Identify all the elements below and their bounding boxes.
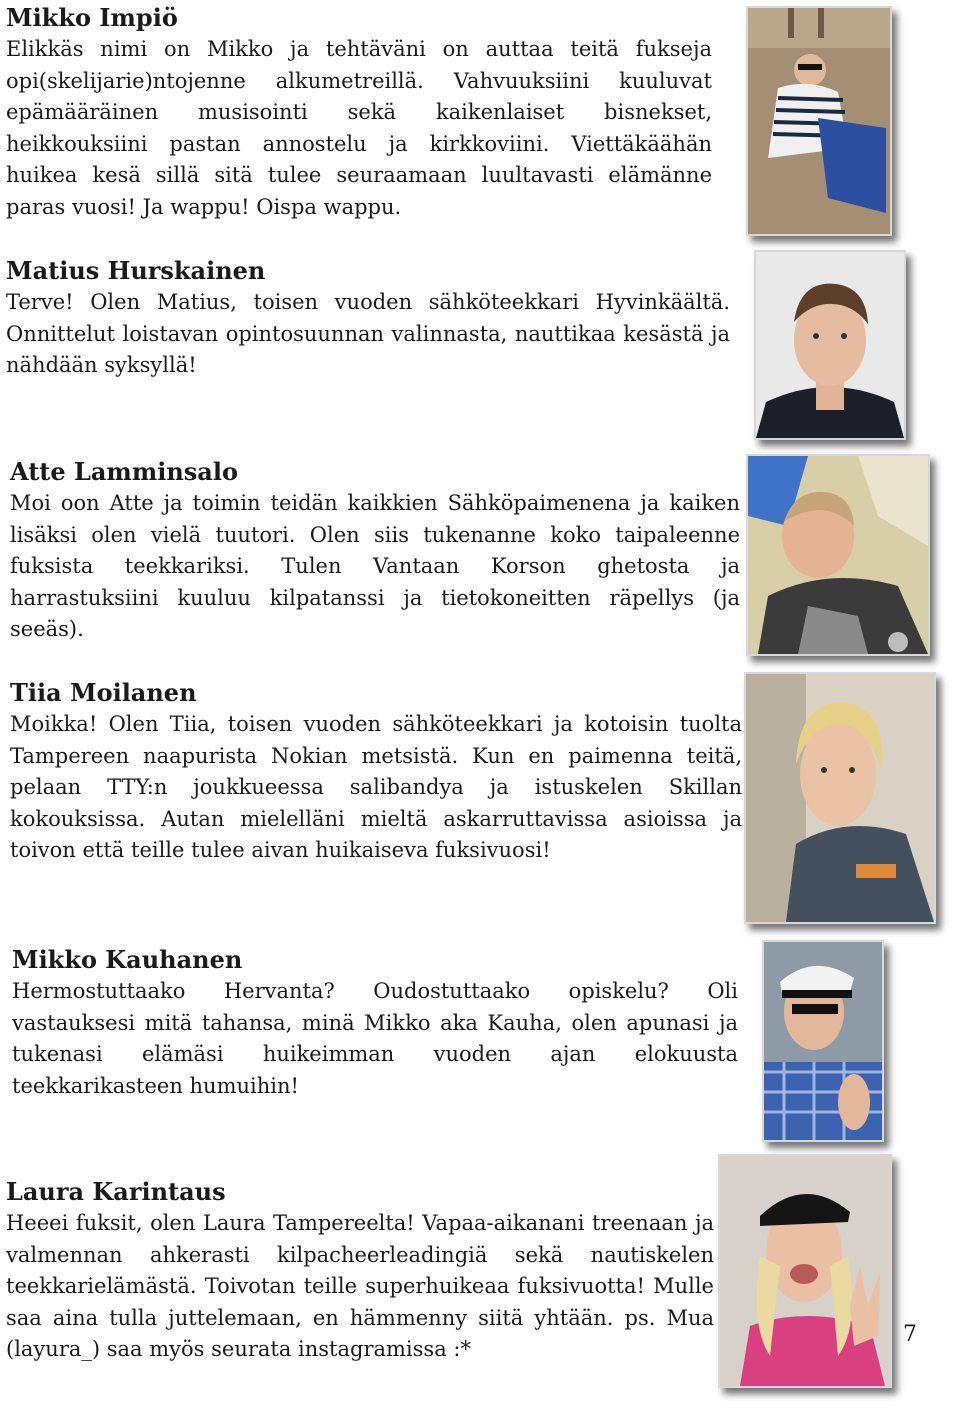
profile-entry — [6, 1176, 714, 1366]
profile-bio: Heeei fuksit, olen Laura Tampereelta! Vapaa-aikanani treenaan ja valmennan ahkerasti kilpacheerleadingiä sekä nautiskelen teekkarielämästä. Toivotan teille superhuikeaa fuksivuotta! Mulle saa aina tulla juttelemaan, en hämmenny siitä yhtään. ps. Mua (layura_) saa myös seurata instagramissa :* — [6, 1211, 714, 1361]
profile-photo — [744, 672, 936, 924]
profile-bio: Moi oon Atte ja toimin teidän kaikkien Sähköpaimenena ja kaiken lisäksi olen vielä tuutori. Olen siis tukenanne koko taipaleenne fuksista teekkariksi. Tulen Vantaan Korson ghetosta ja harrastuksiini kuuluu kilpatanssi ja tietokoneitten räpellys (ja seeäs). — [10, 491, 740, 641]
profile-name: Atte Lamminsalo — [10, 457, 238, 486]
profile-photo — [718, 1154, 892, 1388]
profile-entry — [6, 2, 712, 223]
profile-entry — [12, 944, 738, 1102]
profile-name: Laura Karintaus — [6, 1177, 226, 1206]
profile-entry — [10, 456, 740, 646]
profile-entry — [6, 255, 730, 382]
profile-name: Matius Hurskainen — [6, 256, 266, 285]
profile-name: Mikko Impiö — [6, 3, 178, 32]
profile-bio: Hermostuttaako Hervanta? Oudostuttaako opiskelu? Oli vastauksesi mitä tahansa, minä Mikko aka Kauha, olen apunasi ja tukenasi elämäsi huikeimman vuoden ajan elokuusta teekkarikasteen humuihin! — [12, 979, 738, 1098]
profile-name: Mikko Kauhanen — [12, 945, 243, 974]
page-number: 7 — [903, 1322, 917, 1347]
profile-bio: Moikka! Olen Tiia, toisen vuoden sähköteekkari ja kotoisin tuolta Tampereen naapurista Nokian metsistä. Kun en paimenna teitä, pelaan TTY:n joukkueessa salibandya ja istuskelen Skillan kokouksissa. Autan mielelläni mieltä askarruttavissa asioissa ja toivon että teille tulee aivan huikaiseva fuksivuosi! — [10, 712, 742, 862]
profile-bio: Terve! Olen Matius, toisen vuoden sähköteekkari Hyvinkäältä. Onnittelut loistavan opintosuunnan valinnasta, nauttikaa kesästä ja nähdään syksyllä! — [6, 290, 730, 377]
profile-entry — [10, 677, 742, 867]
profile-photo — [746, 454, 930, 656]
profile-photo — [762, 940, 884, 1142]
profile-photo — [754, 250, 906, 440]
profile-photo — [746, 6, 892, 236]
profile-bio: Elikkäs nimi on Mikko ja tehtäväni on auttaa teitä fukseja opi(skelijarie)ntojenne alkumetreillä. Vahvuuksiini kuuluvat epämääräinen musisointi sekä kaikenlaiset bisnekset, heikkouksiini pastan annostelu ja kirkkoviini. Viettäkäähän huikea kesä sillä sitä tulee seuraamaan luultavasti elämänne paras vuosi! Ja wappu! Oispa wappu. — [6, 37, 712, 219]
profile-name: Tiia Moilanen — [10, 678, 197, 707]
